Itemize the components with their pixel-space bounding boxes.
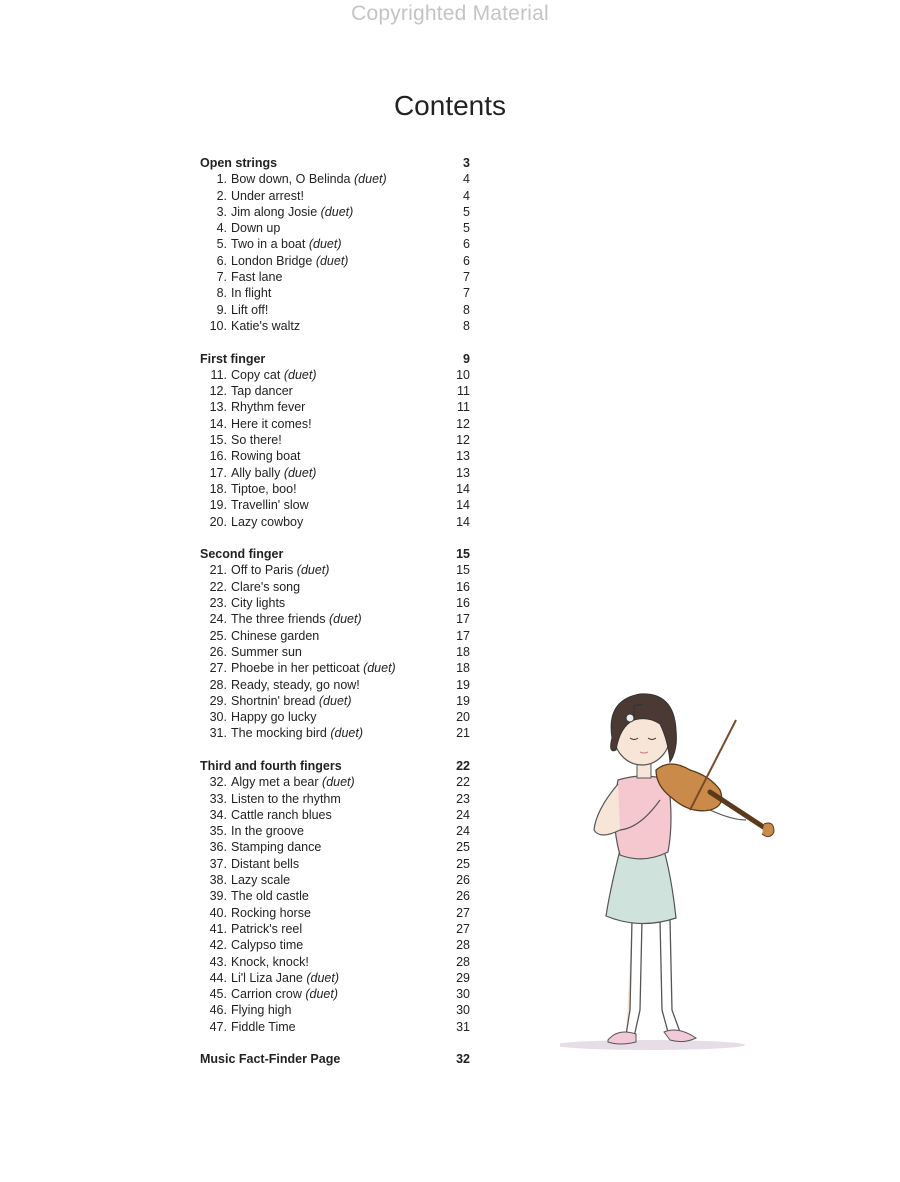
toc-entry-number: 19. [209,498,227,513]
section-heading [200,351,470,367]
toc-entry-label [200,497,309,513]
toc-entry [200,481,470,497]
toc-entry-page: 10 [456,367,470,382]
toc-entry-page: 5 [463,204,470,219]
toc-entry-duet-note: (duet) [318,693,352,708]
toc-entry-title: Fiddle Time [231,1019,296,1034]
toc-entry-title: Rhythm fever [231,400,306,415]
toc-entry [200,791,470,807]
section-heading-title: Open strings [200,156,278,170]
toc-entry-label [200,937,303,953]
section-heading-page: 22 [456,758,470,773]
toc-entry-title: Tiptoe, boo! [231,481,297,496]
toc-entry-number: 18. [209,481,227,496]
toc-entry-number: 23. [209,596,227,611]
toc-entry-duet-note: (duet) [328,612,362,627]
toc-entry-page: 26 [456,889,470,904]
toc-entry [200,579,470,595]
toc-entry [200,644,470,660]
toc-entry-title: Carrion crow [231,987,302,1002]
toc-entry-title: Lazy scale [231,873,291,888]
toc-entry-title: Calypso time [231,938,304,953]
toc-entry-title: The mocking bird [231,726,327,741]
toc-entry [200,725,470,741]
toc-entry [200,171,470,187]
toc-entry-number: 4. [216,221,227,236]
toc-entry [200,839,470,855]
toc-entry [200,677,470,693]
toc-entry-page: 8 [463,318,470,333]
toc-section [200,758,470,1035]
toc-entry-duet-note: (duet) [320,204,354,219]
section-heading [200,546,470,562]
toc-entry-duet-note: (duet) [354,172,387,187]
toc-entry-title: Tap dancer [231,384,293,399]
toc-entry-title: Under arrest! [231,188,304,203]
toc-entry-page: 6 [463,253,470,268]
toc-entry-duet-note: (duet) [283,367,317,382]
toc-entry-title: Bow down, O Belinda [231,172,351,187]
toc-entry-page: 11 [457,384,470,399]
toc-entry-title: Katie's waltz [231,318,301,333]
toc-entry-page: 13 [456,465,470,480]
toc-entry-duet-note: (duet) [306,970,340,985]
toc-entry-label [200,269,282,285]
toc-entry [200,888,470,904]
toc-entry-title: Algy met a bear [231,775,319,790]
toc-entry-label [200,171,387,187]
toc-entry-page: 25 [456,840,470,855]
toc-entry-label [200,905,311,921]
toc-entry [200,318,470,334]
toc-entry-page: 15 [456,563,470,578]
toc-entry-page: 22 [456,775,470,790]
toc-entry [200,416,470,432]
toc-entry-page: 19 [456,693,470,708]
toc-entry-number: 40. [209,905,227,920]
toc-entry-number: 22. [209,579,227,594]
toc-entry-number: 31. [209,726,227,741]
toc-entry [200,448,470,464]
toc-entry [200,628,470,644]
toc-entry [200,611,470,627]
toc-entry-label [200,514,303,530]
toc-entry-label [200,611,362,627]
toc-entry-number: 27. [209,661,227,676]
toc-entry-label [200,774,355,790]
toc-entry-number: 15. [209,433,227,448]
toc-entry [200,497,470,513]
toc-entry-title: Phoebe in her petticoat [231,661,360,676]
toc-entry-label [200,693,352,709]
toc-entry-duet-note: (duet) [283,465,317,480]
toc-entry-duet-note: (duet) [308,237,342,252]
toc-entry-title: Patrick's reel [231,921,303,936]
toc-entry [200,383,470,399]
toc-entry-number: 41. [209,921,227,936]
section-heading-title: Third and fourth fingers [200,758,342,773]
toc-entry [200,269,470,285]
toc-entry [200,954,470,970]
toc-entry-label [200,709,316,725]
toc-entry-number: 34. [209,807,227,822]
toc-entry [200,774,470,790]
toc-entry-label [200,872,290,888]
toc-entry [200,399,470,415]
toc-entry-label [200,285,271,301]
toc-entry-label [200,628,319,644]
toc-entry-page: 7 [463,270,470,285]
toc-entry-page: 24 [456,824,470,839]
toc-entry [200,188,470,204]
toc-entry-number: 24. [209,612,227,627]
toc-entry-title: Stamping dance [231,840,322,855]
toc-entry-page: 18 [456,644,470,659]
toc-entry-page: 4 [463,172,470,187]
toc-entry-title: Fast lane [231,270,283,285]
toc-entry-label [200,367,316,383]
toc-entry-label [200,562,329,578]
toc-entry-label [200,807,332,823]
toc-entry [200,432,470,448]
toc-entry-number: 39. [209,889,227,904]
toc-entry-label [200,725,363,741]
toc-entry-title: Travellin' slow [231,498,309,513]
toc-entry-duet-note: (duet) [330,726,364,741]
toc-entry-page: 8 [463,302,470,317]
toc-entry-label [200,970,339,986]
toc-entry-label [200,399,305,415]
page-title: Contents [393,90,507,121]
toc-entry-number: 37. [209,856,227,871]
toc-entry-title: Copy cat [231,367,281,382]
toc-entry-page: 14 [456,498,470,513]
toc-entry-title: Cattle ranch blues [231,807,332,822]
toc-entry-label [200,220,280,236]
copyright-watermark: Copyrighted Material [351,2,549,25]
toc-entry-number: 29. [209,693,227,708]
toc-entry-number: 2. [216,188,227,203]
toc-entry-number: 25. [209,628,227,643]
toc-entry-page: 17 [456,612,470,627]
section-heading-title: First finger [200,351,266,366]
toc-entry-page: 6 [463,237,470,252]
toc-entry-label [200,188,304,204]
toc-entry-label [200,791,341,807]
toc-entry-page: 27 [456,921,470,936]
toc-entry-page: 18 [456,661,470,676]
fact-finder-label: Music Fact-Finder Page [200,1052,341,1067]
toc-entry-title: Off to Paris [231,563,294,578]
toc-entry-number: 47. [209,1019,227,1034]
toc-entry-title: Happy go lucky [231,710,317,725]
toc-entry-page: 11 [457,400,470,415]
toc-entry-number: 35. [209,824,227,839]
toc-entry [200,709,470,725]
toc-entry [200,986,470,1002]
toc-entry-title: Chinese garden [231,628,320,643]
toc-entry-label [200,302,268,318]
toc-entry-label [200,660,396,676]
toc-entry-label [200,432,282,448]
toc-entry-title: Listen to the rhythm [231,791,341,806]
toc-entry-label [200,318,300,334]
toc-entry [200,937,470,953]
toc-entry-title: Flying high [231,1003,292,1018]
toc-entry-label [200,204,353,220]
toc-entry-title: Lift off! [231,302,269,317]
section-heading-page: 9 [463,351,470,366]
toc-entry-label [200,253,348,269]
toc-entry-page: 12 [456,433,470,448]
toc-entry-number: 26. [209,644,227,659]
toc-entry [200,660,470,676]
toc-entry-page: 28 [456,938,470,953]
toc-entry-number: 14. [209,416,227,431]
girl-playing-violin-illustration [560,680,780,1060]
toc-entry [200,1019,470,1035]
toc-entry-label [200,839,321,855]
toc-entry [200,693,470,709]
toc-entry-title: Rocking horse [231,905,311,920]
toc-entry-page: 29 [456,970,470,985]
toc-entry-label [200,677,360,693]
toc-entry-page: 17 [456,628,470,643]
section-heading [200,758,470,774]
toc-entry-page: 21 [456,726,470,741]
toc-entry-title: Ready, steady, go now! [231,677,360,692]
toc-entry-title: Down up [231,221,281,236]
toc-entry-number: 36. [209,840,227,855]
toc-entry-page: 16 [456,579,470,594]
toc-entry-number: 38. [209,873,227,888]
fact-finder-page: 32 [456,1052,470,1067]
section-heading-page: 3 [463,156,470,170]
toc-entry [200,807,470,823]
section-heading [200,155,470,171]
toc-entry-number: 16. [209,449,227,464]
toc-entry-page: 19 [456,677,470,692]
toc-entry-number: 12. [209,384,227,399]
toc-entry-label [200,448,301,464]
toc-entry-title: Summer sun [231,644,302,659]
toc-entry-number: 10. [209,318,227,333]
toc-entry [200,204,470,220]
toc-entry-page: 16 [456,596,470,611]
toc-entry [200,1002,470,1018]
toc-entry-page: 14 [456,481,470,496]
toc-entry [200,220,470,236]
toc-entry [200,595,470,611]
toc-entry-number: 9. [216,302,227,317]
toc-entry-title: Li'l Liza Jane [231,970,303,985]
toc-entry-title: London Bridge [231,253,313,268]
toc-entry-page: 31 [456,1019,470,1034]
toc-entry-title: In the groove [231,824,304,839]
toc-entry-number: 6. [216,253,227,268]
toc-entry [200,302,470,318]
toc-entry-title: Here it comes! [231,416,312,431]
toc-entry-number: 13. [209,400,227,415]
toc-entry [200,236,470,252]
toc-entry-number: 46. [209,1003,227,1018]
toc-entry-page: 4 [463,188,470,203]
toc-entry-number: 33. [209,791,227,806]
toc-entry-title: The three friends [231,612,326,627]
toc-entry-title: Ally bally [231,465,281,480]
toc-entry-label [200,465,316,481]
toc-entry-page: 5 [463,221,470,236]
toc-entry-page: 28 [456,954,470,969]
toc-entry-title: So there! [231,433,282,448]
music-fact-finder-entry [200,1051,470,1067]
toc-entry-page: 24 [456,807,470,822]
toc-entry [200,253,470,269]
toc-entry-title: Clare's song [231,579,301,594]
toc-entry-label [200,823,304,839]
toc-entry-title: Jim along Josie [231,204,318,219]
toc-entry-label [200,954,309,970]
toc-entry-label [200,416,312,432]
toc-section [200,155,470,334]
toc-entry [200,921,470,937]
toc-section [200,546,470,742]
toc-entry-number: 42. [209,938,227,953]
toc-entry-number: 17. [209,465,227,480]
toc-entry-duet-note: (duet) [305,987,338,1002]
toc-entry-page: 25 [456,856,470,871]
toc-entry-number: 3. [216,204,227,219]
toc-entry-duet-note: (duet) [315,253,349,268]
toc-entry-number: 11. [210,367,227,382]
toc-entry-title: The old castle [231,889,309,904]
toc-entry-title: Shortnin' bread [231,693,316,708]
toc-entry-title: City lights [231,596,286,611]
toc-entry-label [200,383,293,399]
toc-entry-page: 20 [456,710,470,725]
toc-section [200,351,470,530]
toc-entry-label [200,236,342,252]
toc-entry-number: 8. [216,286,227,301]
toc-entry-number: 21. [209,563,227,578]
toc-entry-duet-note: (duet) [363,661,396,676]
toc-entry [200,514,470,530]
toc-entry [200,823,470,839]
toc-entry-title: Knock, knock! [231,954,309,969]
toc-entry-page: 30 [456,987,470,1002]
toc-entry-label [200,595,285,611]
toc-entry-page: 7 [463,286,470,301]
toc-entry [200,872,470,888]
toc-entry-label [200,644,302,660]
toc-entry [200,285,470,301]
toc-entry-number: 32. [209,775,227,790]
table-of-contents [200,155,470,1068]
toc-entry-label [200,888,309,904]
toc-entry [200,465,470,481]
toc-entry-title: Two in a boat [231,237,306,252]
toc-entry-title: Lazy cowboy [231,514,304,529]
toc-entry-label [200,856,299,872]
toc-entry-number: 5. [216,237,227,252]
toc-entry-label [200,579,300,595]
toc-entry-number: 44. [209,970,227,985]
toc-entry-number: 30. [209,710,227,725]
toc-entry-page: 14 [456,514,470,529]
toc-entry-title: In flight [231,286,272,301]
toc-entry [200,970,470,986]
toc-entry-page: 26 [456,873,470,888]
toc-entry [200,562,470,578]
toc-entry [200,856,470,872]
toc-entry-page: 23 [456,791,470,806]
toc-entry-label [200,1002,291,1018]
toc-entry-title: Rowing boat [231,449,301,464]
toc-entry-label [200,481,297,497]
section-heading-page: 15 [456,547,470,562]
toc-entry-duet-note: (duet) [296,563,330,578]
toc-entry-page: 12 [456,416,470,431]
toc-entry-label [200,986,338,1002]
toc-entry-title: Distant bells [231,856,300,871]
toc-entry-label [200,1019,296,1035]
toc-entry [200,905,470,921]
toc-entry-page: 13 [456,449,470,464]
toc-entry-number: 28. [209,677,227,692]
toc-entry-number: 45. [209,987,227,1002]
toc-entry-number: 20. [209,514,227,529]
toc-entry-number: 7. [216,270,227,285]
toc-entry-number: 1. [216,172,227,187]
toc-entry-page: 30 [456,1003,470,1018]
toc-entry-page: 27 [456,905,470,920]
toc-entry-label [200,921,302,937]
section-heading-title: Second finger [200,547,284,562]
toc-entry [200,367,470,383]
toc-entry-number: 43. [209,954,227,969]
toc-entry-duet-note: (duet) [322,775,355,790]
